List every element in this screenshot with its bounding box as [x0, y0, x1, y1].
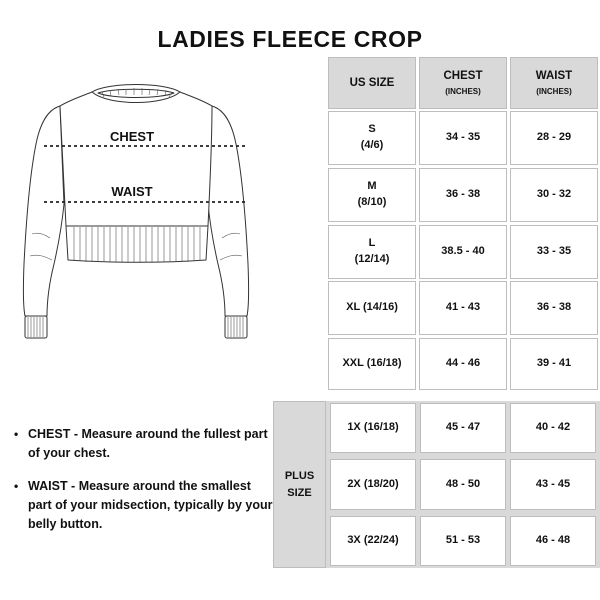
- list-item: • CHEST - Measure around the fullest part of your chest.: [14, 425, 276, 463]
- sweatshirt-illustration: [14, 84, 260, 346]
- plus-cell-size: 3X (22/24): [330, 516, 416, 566]
- waistband: [66, 226, 208, 262]
- chest-label: CHEST: [109, 129, 155, 144]
- header-waist: WAIST (INCHES): [510, 57, 598, 109]
- table-cell-chest: 36 - 38: [419, 168, 507, 222]
- plus-cell-chest: 51 - 53: [420, 516, 506, 566]
- bullet-icon: •: [14, 427, 19, 441]
- table-cell-chest: 41 - 43: [419, 281, 507, 335]
- table-cell-waist: 36 - 38: [510, 281, 598, 335]
- table-cell-chest: 44 - 46: [419, 338, 507, 390]
- measurement-notes: [14, 425, 276, 548]
- plus-size-label: PLUS SIZE: [273, 401, 326, 568]
- table-cell-waist: 28 - 29: [510, 111, 598, 165]
- table-cell-chest: 38.5 - 40: [419, 225, 507, 279]
- plus-cell-waist: 40 - 42: [510, 403, 596, 453]
- table-cell-waist: 39 - 41: [510, 338, 598, 390]
- page-title: LADIES FLEECE CROP: [157, 26, 423, 52]
- table-cell-size: L (12/14): [328, 225, 416, 279]
- left-sleeve: [23, 106, 64, 316]
- table-cell-waist: 33 - 35: [510, 225, 598, 279]
- garment-body: [60, 92, 212, 226]
- table-cell-waist: 30 - 32: [510, 168, 598, 222]
- header-us-size: US SIZE: [328, 57, 416, 109]
- plus-cell-chest: 48 - 50: [420, 459, 506, 510]
- waist-label: WAIST: [111, 184, 153, 199]
- header-chest: CHEST (INCHES): [419, 57, 507, 109]
- plus-cell-waist: 46 - 48: [510, 516, 596, 566]
- right-sleeve: [208, 106, 249, 316]
- plus-cell-chest: 45 - 47: [420, 403, 506, 453]
- bullet-icon: •: [14, 479, 19, 493]
- table-cell-size: XL (14/16): [328, 281, 416, 335]
- table-cell-chest: 34 - 35: [419, 111, 507, 165]
- list-item: • WAIST - Measure around the smallest part of your midsection, typically by your belly button.: [14, 477, 276, 534]
- plus-cell-size: 1X (16/18): [330, 403, 416, 453]
- table-cell-size: XXL (16/18): [328, 338, 416, 390]
- plus-cell-size: 2X (18/20): [330, 459, 416, 510]
- table-cell-size: M (8/10): [328, 168, 416, 222]
- table-cell-size: S (4/6): [328, 111, 416, 165]
- plus-cell-waist: 43 - 45: [510, 459, 596, 510]
